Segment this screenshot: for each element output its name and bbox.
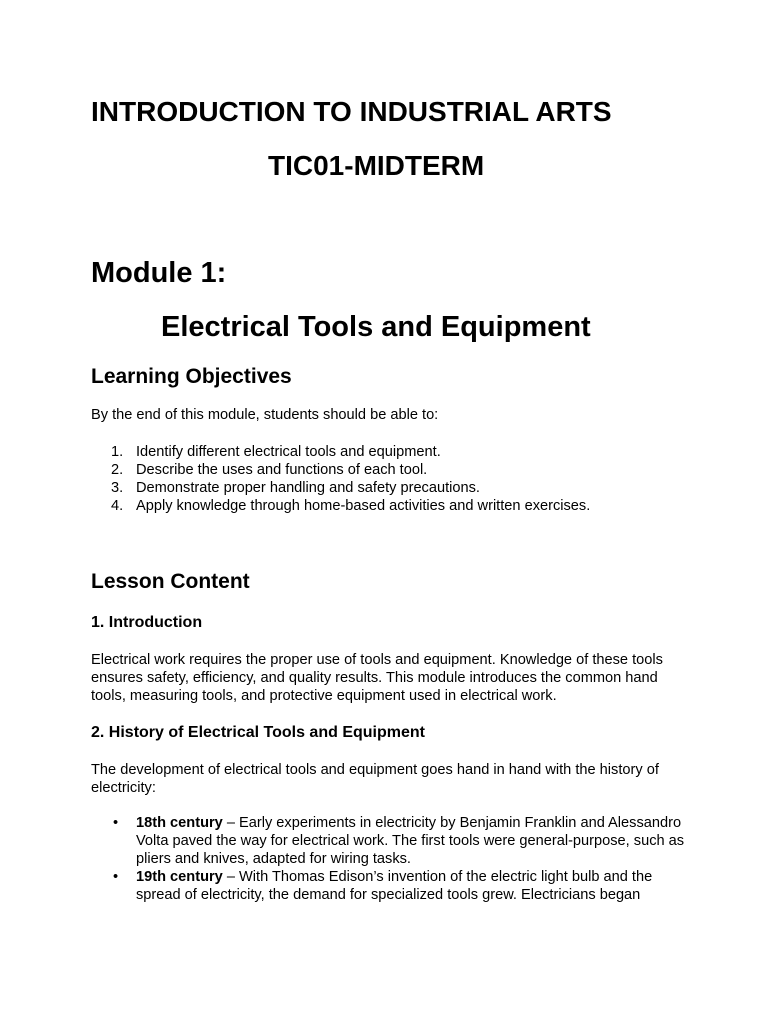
bullet-icon: • <box>113 869 119 885</box>
learning-objectives-heading: Learning Objectives <box>91 365 292 388</box>
document-title: INTRODUCTION TO INDUSTRIAL ARTS <box>91 96 612 127</box>
list-item-text: Apply knowledge through home-based activities and written exercises. <box>136 498 591 514</box>
list-item <box>91 461 691 479</box>
history-list <box>91 814 691 904</box>
list-item-number: 4. <box>111 498 124 514</box>
history-item-text: – With Thomas Edison’s invention of the electric light bulb and the spread of electricity, the demand for specialized tools grew. Electricians began <box>136 869 653 903</box>
objectives-list <box>91 443 691 515</box>
list-item <box>91 814 691 868</box>
module-title: Electrical Tools and Equipment <box>161 311 591 343</box>
learning-objectives-intro: By the end of this module, students should be able to: <box>91 407 439 423</box>
history-body: The development of electrical tools and equipment goes hand in hand with the history of electricity: <box>91 762 659 796</box>
list-item-text: Demonstrate proper handling and safety precautions. <box>136 480 480 496</box>
history-item-period: 18th century <box>136 815 223 831</box>
history-heading: 2. History of Electrical Tools and Equipment <box>91 724 425 741</box>
list-item-text: Describe the uses and functions of each tool. <box>136 462 428 478</box>
history-item-text: – Early experiments in electricity by Benjamin Franklin and Alessandro Volta paved the way for electrical work. The first tools were general-purpose, such as pliers and knives, adapted for wiring tasks. <box>136 815 685 867</box>
list-item <box>91 479 691 497</box>
list-item <box>91 497 691 515</box>
document-subtitle: TIC01-MIDTERM <box>268 150 485 181</box>
history-item-period: 19th century <box>136 869 223 885</box>
bullet-icon: • <box>113 815 119 831</box>
introduction-body: Electrical work requires the proper use of tools and equipment. Knowledge of these tools ensures safety, efficiency, and quality results. This module introduces the common hand tools, measuring tools, and protective equipment used in electrical work. <box>91 652 663 704</box>
list-item-text: Identify different electrical tools and equipment. <box>136 444 441 460</box>
list-item <box>91 443 691 461</box>
module-label: Module 1: <box>91 257 227 289</box>
list-item <box>91 868 691 904</box>
list-item-number: 1. <box>111 444 124 460</box>
lesson-content-heading: Lesson Content <box>91 570 250 593</box>
list-item-number: 2. <box>111 462 124 478</box>
list-item-number: 3. <box>111 480 124 496</box>
introduction-heading: 1. Introduction <box>91 614 203 631</box>
